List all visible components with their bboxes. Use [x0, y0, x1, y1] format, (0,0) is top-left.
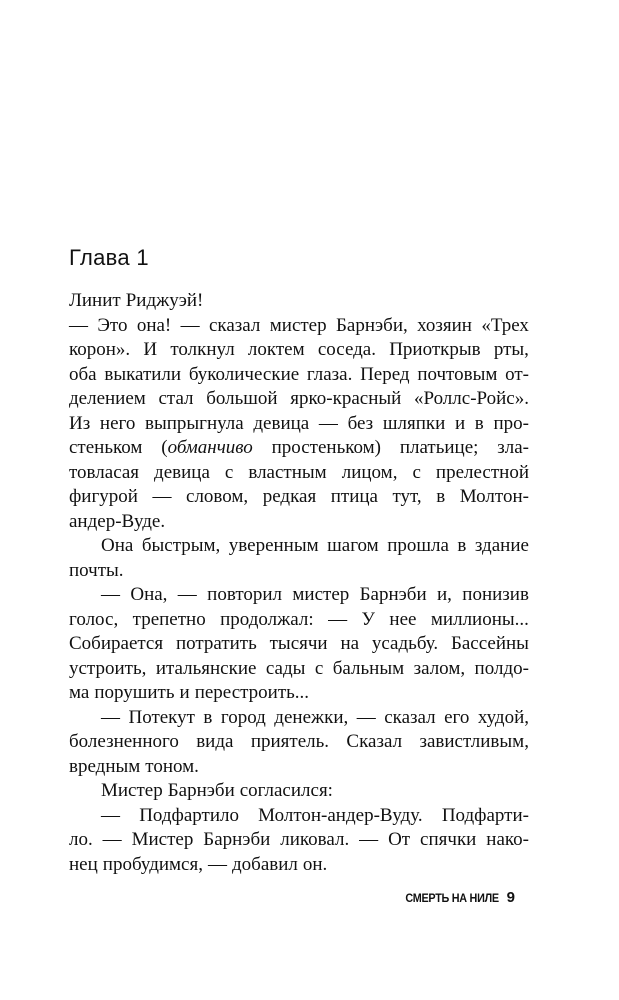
word: продолжал: [220, 608, 314, 630]
word: болезненного [69, 731, 179, 752]
text-line [69, 657, 529, 682]
word: прелестной [435, 461, 529, 483]
word: Барнэби [167, 780, 235, 801]
word: выпрыгнула [145, 412, 244, 434]
word: с [314, 657, 324, 679]
text-line [69, 412, 529, 437]
word: От [388, 829, 411, 850]
word: Барнэби [359, 584, 427, 605]
word: почтовым [417, 363, 498, 385]
text-line [69, 534, 529, 559]
word: — [180, 314, 200, 336]
word: денежки, [274, 706, 349, 728]
word: ло. [69, 829, 93, 850]
word: платьице; [399, 437, 479, 458]
word: Она, [130, 584, 168, 605]
word: с [412, 461, 421, 483]
word: У [361, 608, 375, 630]
word: — [101, 804, 120, 826]
word: миллионы... [430, 608, 529, 630]
word: согласился: [239, 780, 333, 801]
running-title: СМЕРТЬ НА НИЛЕ [405, 891, 499, 905]
word: Линит [69, 290, 121, 311]
word: сказал [208, 314, 261, 336]
word: птица [330, 486, 378, 507]
word: корон». [69, 339, 131, 360]
word: трепетно [132, 608, 206, 630]
word: выкатили [104, 363, 182, 385]
word: Молтон-андер-Вуду. [258, 804, 423, 826]
text-line [69, 338, 529, 363]
word: добавил [231, 853, 298, 875]
word: Барнэби, [335, 314, 408, 336]
word: тоном. [145, 755, 199, 777]
word: редкая [262, 486, 317, 507]
word: в [474, 412, 484, 434]
text-line [69, 314, 529, 339]
word: без [347, 412, 374, 434]
text-line [69, 755, 529, 780]
word: сады [265, 657, 306, 679]
word: лицом, [341, 461, 398, 483]
word: устроить, [69, 657, 147, 679]
word: большой [206, 388, 278, 409]
word: Барнэби [203, 829, 271, 850]
word: мистер [292, 584, 350, 605]
word: Приоткрыв [389, 339, 481, 360]
text-line [69, 436, 529, 461]
word: в [203, 706, 213, 728]
word: спячки [420, 829, 477, 850]
word: делением [69, 388, 146, 409]
text-line [69, 461, 529, 486]
word: понизив [462, 584, 529, 605]
word: завистливым, [419, 731, 529, 752]
word: хозяин [417, 314, 472, 336]
word: ликовал. [280, 829, 350, 850]
word: властным [248, 461, 327, 483]
text-line [69, 289, 529, 314]
word: него [99, 412, 136, 434]
word: Перед [360, 363, 410, 385]
word: нец [69, 853, 98, 875]
word: девица [154, 461, 210, 483]
word: оба [69, 363, 97, 385]
word: почты. [69, 559, 124, 581]
word: в [436, 486, 446, 507]
word: фигурой [69, 486, 138, 507]
text-line [69, 804, 529, 829]
word: и [179, 682, 190, 703]
word: вредным [69, 755, 141, 777]
word: локтем [247, 339, 305, 360]
word: про- [493, 412, 529, 434]
text-line [69, 853, 529, 878]
text-line [69, 706, 529, 731]
word: Собирается [69, 633, 164, 654]
word: «Трех [481, 314, 529, 336]
word: шагом [327, 535, 379, 556]
word: приятель. [250, 731, 330, 752]
word: — [207, 853, 227, 875]
word: И [143, 339, 158, 360]
word: словом, [186, 486, 249, 507]
word: — [69, 314, 88, 336]
word: Сказал [346, 731, 403, 752]
word: толкнул [170, 339, 235, 360]
word: Мистер [101, 780, 163, 801]
word: и, [437, 584, 452, 605]
word: ярко-красный [290, 388, 402, 409]
word: повторил [207, 584, 283, 605]
text-line [69, 608, 529, 633]
word: прошла [387, 535, 449, 556]
word: Подфартило [139, 804, 239, 826]
word: Потекут [128, 706, 195, 728]
text-line [69, 485, 529, 510]
word: в [457, 535, 467, 556]
word: нее [389, 608, 417, 630]
chapter-title: Глава 1 [69, 245, 149, 270]
word: товласая [69, 461, 140, 483]
word: пробудимся, [102, 853, 203, 875]
text-line [69, 632, 529, 657]
word: залом, [413, 657, 466, 679]
word: — [101, 584, 120, 605]
word: полдо- [474, 657, 529, 679]
text-line [69, 730, 529, 755]
word: тут, [392, 486, 422, 507]
text-line [69, 828, 529, 853]
word: «Роллс-Ройс». [413, 388, 529, 409]
word: быстрым, [141, 535, 221, 556]
word: от- [505, 363, 529, 385]
word: рты, [493, 339, 529, 360]
word: — [318, 412, 338, 434]
word: стеньком [69, 437, 143, 458]
word: зла- [497, 437, 529, 458]
text-line [69, 510, 529, 535]
word: ма [69, 682, 90, 703]
word: усадьбу. [371, 633, 439, 654]
word: — [328, 608, 348, 630]
word: он. [302, 853, 328, 875]
word: порушить [94, 682, 175, 703]
word: голос, [69, 608, 119, 630]
word: — [177, 584, 197, 605]
word: на [340, 633, 360, 654]
word: и [454, 412, 466, 434]
word: — [152, 486, 172, 507]
word: бальным [332, 657, 405, 679]
word: итальянские [155, 657, 257, 679]
chapter-body [69, 289, 529, 877]
word: глаза. [306, 363, 353, 385]
word: — [101, 706, 120, 728]
page-footer [0, 889, 515, 906]
word: нако- [486, 829, 529, 850]
page-number: 9 [506, 889, 515, 906]
word: Это [97, 314, 128, 336]
text-line [69, 559, 529, 584]
word: перестроить... [194, 682, 310, 703]
word: Молтон- [459, 486, 529, 507]
word: вида [196, 731, 234, 752]
word: андер-Вуде. [69, 510, 166, 532]
word: худой, [477, 706, 529, 728]
word: — [102, 829, 122, 850]
word: Она [101, 535, 134, 556]
text-line [69, 583, 529, 608]
word: Риджуэй! [125, 290, 204, 311]
text-line [69, 387, 529, 412]
word: буколические [188, 363, 300, 385]
word: стал [158, 388, 194, 409]
word: Из [69, 412, 91, 434]
word: здание [474, 535, 529, 556]
text-line [69, 363, 529, 388]
word: Подфарти- [441, 804, 529, 826]
word: его [444, 706, 470, 728]
word: шляпки [382, 412, 446, 434]
word: потратить [175, 633, 257, 654]
word: Бассейны [450, 633, 529, 654]
word: сказал [384, 706, 436, 728]
word: (обманчиво [161, 437, 253, 458]
word: — [359, 829, 379, 850]
text-line [69, 681, 529, 706]
word: девица [253, 412, 310, 434]
word: уверенным [228, 535, 319, 556]
word: мистер [269, 314, 327, 336]
word: она! [136, 314, 172, 336]
word: Мистер [131, 829, 194, 850]
word: тысячи [269, 633, 328, 654]
word: — [356, 706, 376, 728]
word: с [224, 461, 234, 483]
word: простеньком) [271, 437, 381, 458]
word: город [220, 706, 266, 728]
text-line [69, 779, 529, 804]
word: соседа. [317, 339, 376, 360]
